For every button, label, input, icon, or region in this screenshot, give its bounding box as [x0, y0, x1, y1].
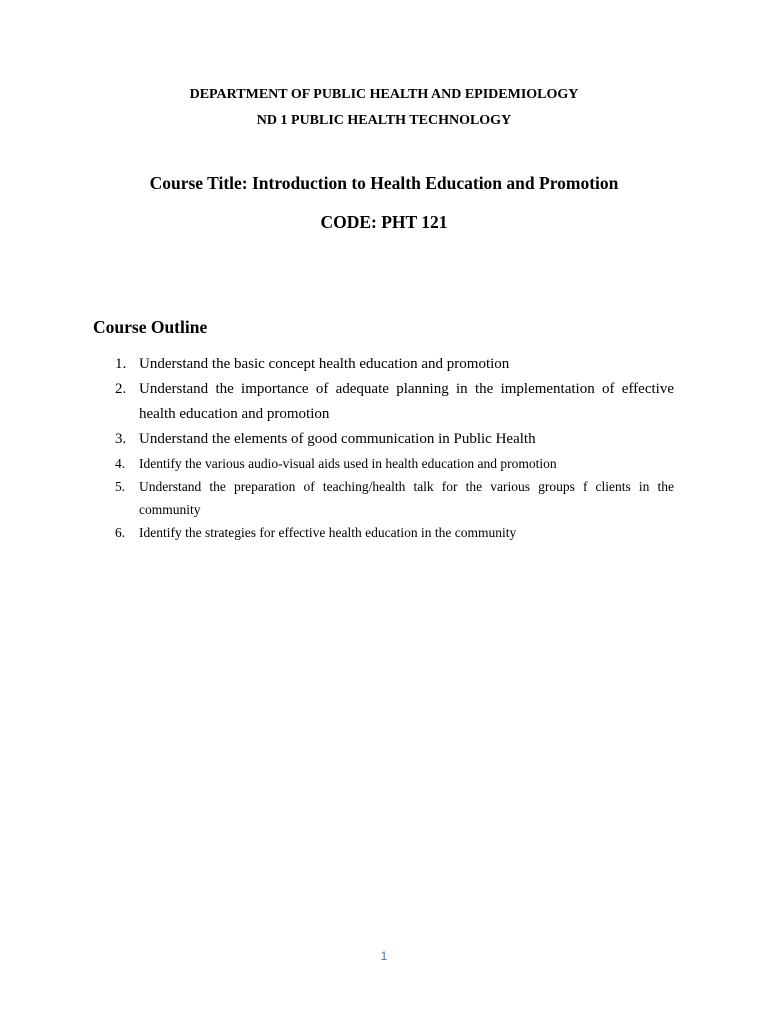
list-item-text: Understand the basic concept health education and promotion: [139, 356, 510, 372]
course-code: CODE: PHT 121: [320, 212, 448, 232]
list-item-number: 5.: [115, 479, 126, 494]
list-item-text: Identify the various audio-visual aids used in health education and promotion: [139, 456, 557, 471]
list-item-number: 2.: [115, 381, 127, 397]
list-item-text: Understand the elements of good communication in Public Health: [139, 431, 536, 447]
list-item-text: Identify the strategies for effective health education in the community: [139, 525, 517, 540]
list-item-number: 1.: [115, 356, 127, 372]
list-item-number: 6.: [115, 525, 126, 540]
page-number: 1: [380, 949, 388, 963]
department-heading: DEPARTMENT OF PUBLIC HEALTH AND EPIDEMIOLOGY: [189, 87, 579, 102]
course-title: Course Title: Introduction to Health Education and Promotion: [149, 173, 619, 193]
list-item-number: 4.: [115, 456, 126, 471]
list-item-number: 3.: [115, 431, 127, 447]
list-item-text: Understand the importance of adequate planning in the implementation of effective health education and promotion: [139, 381, 674, 422]
outline-heading: Course Outline: [93, 317, 208, 337]
list-item-text: Understand the preparation of teaching/health talk for the various groups f clients in the community: [139, 479, 674, 517]
program-heading: ND 1 PUBLIC HEALTH TECHNOLOGY: [256, 113, 512, 128]
